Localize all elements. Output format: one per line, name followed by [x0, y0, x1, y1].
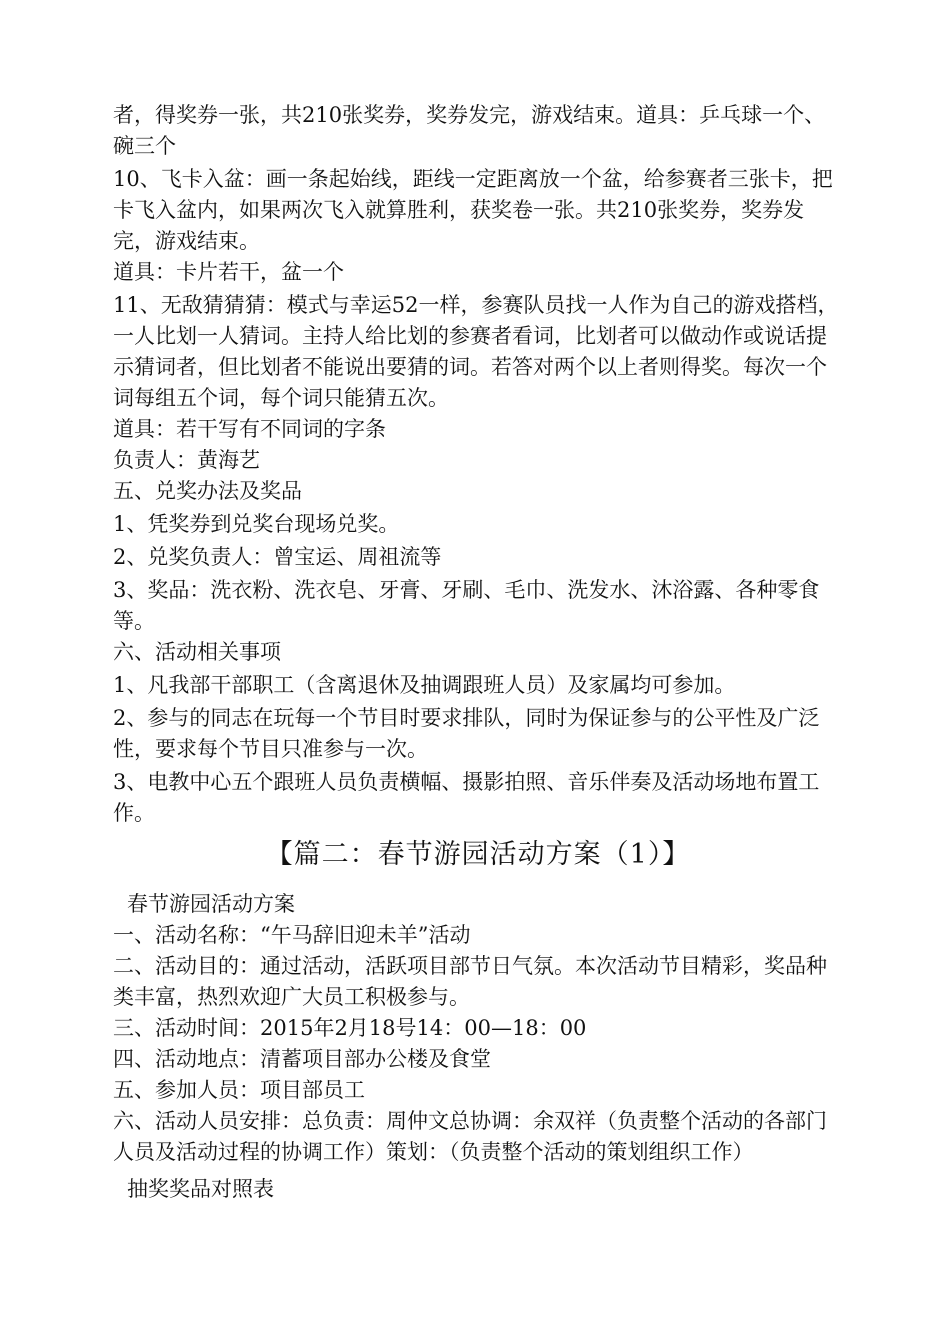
plan-line: 六、活动人员安排：总负责：周仲文总协调：余双祥（负责整个活动的各部门人员及活动过程的协调工作）策划：（负责整个活动的策划组织工作） [113, 1109, 827, 1164]
responsible-person: 负责人：黄海艺 [113, 448, 260, 472]
list-item: 2、参与的同志在玩每一个节目时要求排队，同时为保证参与的公平性及广泛性，要求每个节目只准参与一次。 [113, 706, 820, 761]
props-line: 道具：卡片若干，盆一个 [113, 260, 344, 284]
list-item: 1、凡我部干部职工（含离退休及抽调跟班人员）及家属均可参加。 [113, 673, 736, 697]
list-item: 3、电教中心五个跟班人员负责横幅、摄影拍照、音乐伴奏及活动场地布置工作。 [113, 770, 820, 825]
plan-line: 二、活动目的：通过活动，活跃项目部节日气氛。本次活动节目精彩，奖品种类丰富，热烈欢迎广大员工积极参与。 [113, 954, 827, 1009]
game-item-11: 11、无敌猜猜猜：模式与幸运52一样，参赛队员找一人作为自己的游戏搭档，一人比划一人猜词。主持人给比划的参赛者看词，比划者可以做动作或说话提示猜词者，但比划者不能说出要猜的词。若答对两个以上者则得奖。每次一个词每组五个词，每个词只能猜五次。 [113, 293, 839, 410]
plan-line: 一、活动名称：“午马辞旧迎未羊”活动 [113, 923, 471, 947]
list-item: 3、奖品：洗衣粉、洗衣皂、牙膏、牙刷、毛巾、洗发水、沐浴露、各种零食等。 [113, 578, 820, 633]
section-heading-matters: 六、活动相关事项 [113, 640, 281, 664]
plan-line: 三、活动时间：2015年2月18号14：00—18：00 [113, 1016, 587, 1040]
plan-line: 五、参加人员：项目部员工 [113, 1078, 365, 1102]
paragraph-continuation: 者，得奖券一张，共210张奖券，奖券发完，游戏结束。道具：乒乓球一个、碗三个 [113, 103, 826, 158]
list-item: 2、兑奖负责人：曾宝运、周祖流等 [113, 545, 442, 569]
game-item-10: 10、飞卡入盆：画一条起始线，距线一定距离放一个盆，给参赛者三张卡，把卡飞入盆内，如果两次飞入就算胜利，获奖卷一张。共210张奖券，奖券发完，游戏结束。 [113, 167, 833, 253]
section-title: 【篇二：春节游园活动方案（1）】 [265, 839, 691, 870]
section-heading-redeem: 五、兑奖办法及奖品 [113, 479, 302, 503]
list-item: 1、凭奖券到兑奖台现场兑奖。 [113, 512, 400, 536]
document-page [113, 100, 843, 1205]
prize-table-title: 抽奖奖品对照表 [127, 1177, 274, 1201]
plan-title: 春节游园活动方案 [127, 892, 295, 916]
props-line: 道具：若干写有不同词的字条 [113, 417, 386, 441]
plan-line: 四、活动地点：清蓄项目部办公楼及食堂 [113, 1047, 491, 1071]
